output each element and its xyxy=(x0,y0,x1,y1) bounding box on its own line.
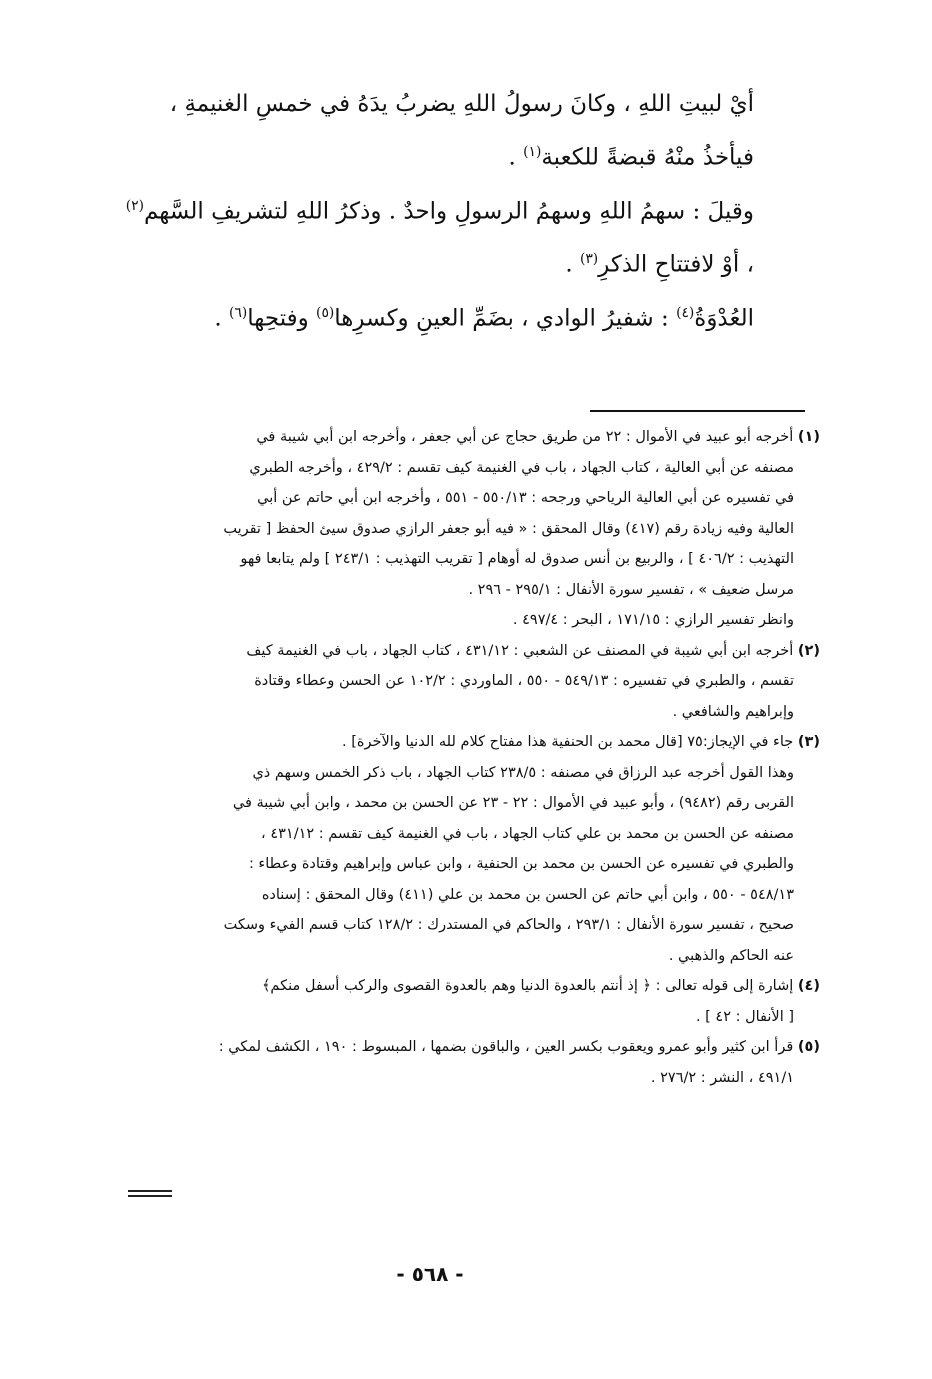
footnote-ref-5: (٥) xyxy=(316,304,335,321)
footnote-2: (٢) أخرجه ابن أبي شيبة في المصنف عن الشعبي : ٤٣١/١٢ ، كتاب الجهاد ، باب في الغنيمة كيف تقسم ، والطبري في تفسيره : ٥٤٩/١٣ - ٥٥٠ ، الماوردي : ١٠٢/٢ عن الحسن وعطاء وقتادة وإبراهيم والشافعي . xyxy=(246,642,820,720)
main-text xyxy=(114,80,814,343)
footnote-ref-1: (١) xyxy=(523,144,542,160)
main-paragraph-1: أيْ لبيتِ اللهِ ، وكانَ رسولُ اللهِ يضربُ يدَهُ في خمسِ الغنيمةِ ، فيأخذُ منْهُ قبضةً للكعبة$^{(١)}$ . xyxy=(169,91,754,171)
footnote-3: (٣) جاء في الإيجاز:٧٥ [قال محمد بن الحنفية هذا مفتاح كلام لله الدنيا والآخرة] . وهذا القول أخرجه عبد الرزاق في مصنفه : ٢٣٨/٥ كتاب الجهاد ، باب ذكر الخمس وسهم ذي القربى رقم (٩٤٨٢) ، وأبو عبيد في الأموال : ٢٢ - ٢٣ عن الحسن بن محمد ، وابن أبي شيبة في مصنفه عن الحسن بن محمد بن علي كتاب الجهاد ، باب في الغنيمة كيف تقسم : ٤٣١/١٢ ، والطبري في تفسيره عن الحسن بن محمد بن الحنفية ، وابن عباس وإبراهيم وقتادة وعطاء : ٥٤٨/١٣ - ٥٥٠ ، وابن أبي حاتم عن الحسن بن محمد بن علي (٤١١) وقال المحقق : إسناده صحيح ، تفسير سورة الأنفال : ٢٩٣/١ ، والحاكم في المستدرك : ١٢٨/٢ كتاب قسم الفيء وسكت عنه الحاكم والذهبي . xyxy=(223,734,820,964)
end-mark xyxy=(128,1190,172,1200)
footnote-ref-2: (٢) xyxy=(125,197,144,214)
main-paragraph-3: العُدْوَةُ$^{(٤)}$ : شفيرُ الوادي ، بضَمِّ العينِ وكسرِها$^{(٥)}$ وفتحِها$^{(٦)}$ . xyxy=(214,304,754,332)
footnote-ref-3: (٣) xyxy=(579,251,599,268)
page-number: - ٥٦٨ - xyxy=(396,1262,464,1286)
footnote-separator xyxy=(590,410,805,412)
headword: العُدْوَةُ xyxy=(694,305,754,332)
main-paragraph-2: وقيلَ : سهمُ اللهِ وسهمُ الرسولِ واحدٌ . وذكرُ اللهِ لتشريفِ السَّهم$^{(٢)}$ ، أوْ لافتتاحِ الذكرِ$^{(٣)}$ . xyxy=(125,197,754,278)
footnote-ref-6: (٦) xyxy=(229,304,248,321)
footnote-4: (٤) إشارة إلى قوله تعالى : ﴿ إذ أنتم بالعدوة الدنيا وهم بالعدوة القصوى والركب أسفل منكم﴾ [ الأنفال : ٤٢ ] . xyxy=(261,978,820,1025)
footnote-ref-4: (٤) xyxy=(676,304,695,321)
footnotes xyxy=(110,422,820,1093)
footnote-5: (٥) قرأ ابن كثير وأبو عمرو ويعقوب بكسر العين ، والباقون بضمها ، المبسوط : ١٩٠ ، الكشف لمكي : ٤٩١/١ ، النشر : ٢٧٦/٢ . xyxy=(218,1039,820,1086)
footnote-1: (١) أخرجه أبو عبيد في الأموال : ٢٢ من طريق حجاج عن أبي جعفر ، وأخرجه ابن أبي شيبة في مصنفه عن أبي العالية ، كتاب الجهاد ، باب في الغنيمة كيف تقسم : ٤٢٩/٢ ، وأخرجه الطبري في تفسيره عن أبي العالية الرياحي ورجحه : ٥٥٠/١٣ - ٥٥١ ، وأخرجه ابن أبي حاتم عن أبي العالية وفيه زيادة رقم (٤١٧) وقال المحقق : « فيه أبو جعفر الرازي صدوق سيئ الحفظ [ تقريب التهذيب : ٤٠٦/٢ ] ، والربيع بن أنس صدوق له أوهام [ تقريب التهذيب : ٢٤٣/١ ] ولم يتابعا فهو مرسل ضعيف » ، تفسير سورة الأنفال : ٢٩٥/١ - ٢٩٦ . وانظر تفسير الرازي : ١٧١/١٥ ، البحر : ٤٩٧/٤ . xyxy=(223,429,820,628)
